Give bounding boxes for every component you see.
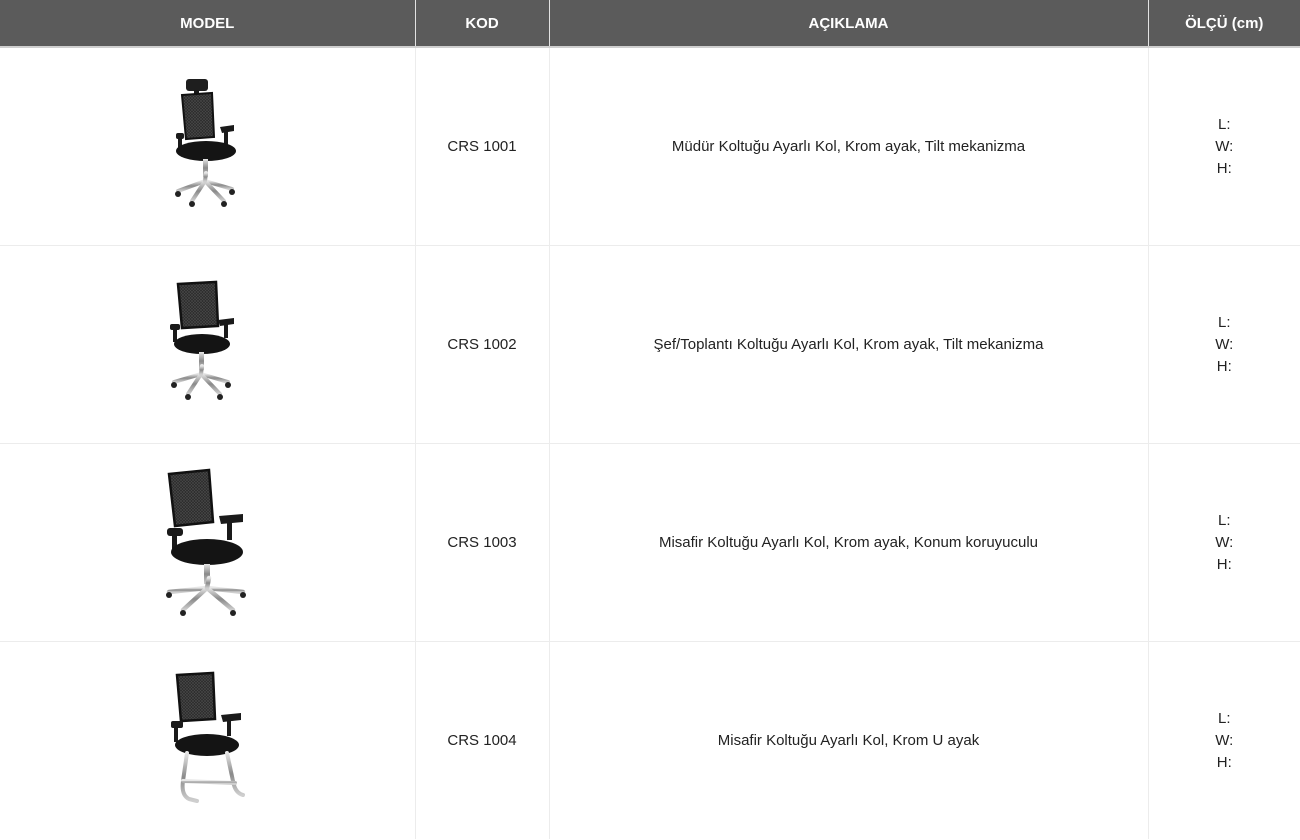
table-row bbox=[0, 642, 1300, 840]
kod-cell: CRS 1003 bbox=[415, 444, 549, 642]
aciklama-cell: Müdür Koltuğu Ayarlı Kol, Krom ayak, Tilt mekanizma bbox=[549, 47, 1148, 246]
table-header-row bbox=[0, 0, 1300, 47]
column-header-aciklama: AÇIKLAMA bbox=[549, 0, 1148, 47]
size-length-label: L: bbox=[1217, 511, 1231, 529]
size-width-label: W: bbox=[1215, 533, 1234, 551]
aciklama-cell: Şef/Toplantı Koltuğu Ayarlı Kol, Krom ayak, Tilt mekanizma bbox=[549, 246, 1148, 444]
olcu-cell bbox=[1148, 444, 1300, 642]
kod-cell: CRS 1004 bbox=[415, 642, 549, 840]
office-chair-mesh-icon bbox=[157, 468, 257, 618]
aciklama-cell: Misafir Koltuğu Ayarlı Kol, Krom ayak, Konum koruyuculu bbox=[549, 444, 1148, 642]
aciklama-cell: Misafir Koltuğu Ayarlı Kol, Krom U ayak bbox=[549, 642, 1148, 840]
model-cell bbox=[0, 444, 415, 642]
size-height-label: H: bbox=[1216, 555, 1232, 573]
office-chair-headrest-icon bbox=[162, 77, 252, 217]
kod-cell: CRS 1001 bbox=[415, 47, 549, 246]
office-chair-mesh-icon bbox=[162, 280, 252, 410]
table-row bbox=[0, 246, 1300, 444]
model-cell bbox=[0, 47, 415, 246]
olcu-cell bbox=[1148, 47, 1300, 246]
size-width-label: W: bbox=[1215, 335, 1234, 353]
size-height-label: H: bbox=[1216, 357, 1232, 375]
model-cell bbox=[0, 642, 415, 840]
size-length-label: L: bbox=[1217, 313, 1231, 331]
table-row bbox=[0, 444, 1300, 642]
table-row bbox=[0, 47, 1300, 246]
column-header-model: MODEL bbox=[0, 0, 415, 47]
size-length-label: L: bbox=[1217, 709, 1231, 727]
size-width-label: W: bbox=[1215, 137, 1234, 155]
olcu-cell bbox=[1148, 642, 1300, 840]
column-header-kod: KOD bbox=[415, 0, 549, 47]
size-length-label: L: bbox=[1217, 115, 1231, 133]
column-header-olcu: ÖLÇÜ (cm) bbox=[1148, 0, 1300, 47]
size-height-label: H: bbox=[1216, 159, 1232, 177]
size-width-label: W: bbox=[1215, 731, 1234, 749]
kod-cell: CRS 1002 bbox=[415, 246, 549, 444]
size-height-label: H: bbox=[1216, 753, 1232, 771]
model-cell bbox=[0, 246, 415, 444]
olcu-cell bbox=[1148, 246, 1300, 444]
cantilever-chair-icon bbox=[157, 671, 257, 811]
